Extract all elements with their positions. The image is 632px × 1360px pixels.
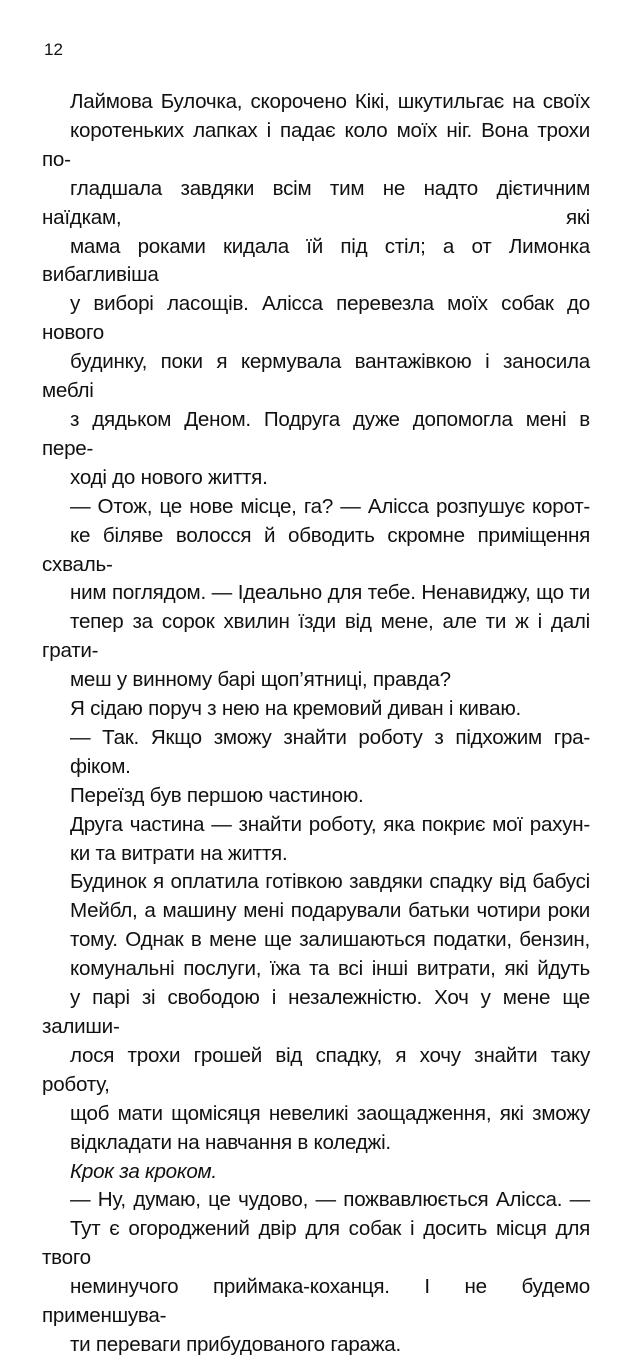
- text-line: Переїзд був першою частиною.: [70, 783, 364, 807]
- text-line: ході до нового життя.: [70, 465, 268, 489]
- text-line: будинку, поки я кермувала вантажівкою і заносила меблі: [42, 350, 590, 403]
- text-line: коротеньких лапках і падає коло моїх ніг. Вона трохи по-: [42, 118, 590, 171]
- text-line: меш у винному барі щоп’ятниці, правда?: [70, 668, 451, 692]
- text-line: лося трохи грошей від спадку, я хочу знайти таку роботу,: [42, 1043, 590, 1096]
- text-line: Я сідаю поруч з нею на кремовий диван і киваю.: [70, 697, 521, 721]
- text-line: фіком.: [70, 754, 131, 778]
- paragraph: [42, 811, 590, 869]
- text-line: комунальні послуги, їжа та всі інші витрати, які йдуть: [70, 957, 590, 981]
- paragraph: [42, 695, 590, 724]
- paragraph: [42, 868, 590, 1157]
- text-line: Мейбл, а машину мені подарували батьки чотири роки: [70, 899, 590, 923]
- text-line: Тут є огороджений двір для собак і досить місця для твого: [42, 1217, 590, 1270]
- text-line: — Так. Якщо зможу знайти роботу з підхожим гра-: [70, 725, 590, 749]
- text-line: Лаймова Булочка, скорочено Кікі, шкутильгає на своїх: [70, 90, 590, 113]
- text-line: тому. Однак в мене ще залишаються податки, бензин,: [70, 928, 590, 952]
- text-line: щоб мати щомісяця невеликі заощадження, які зможу: [70, 1101, 590, 1125]
- paragraph: [42, 1186, 590, 1359]
- text-line: тепер за сорок хвилин їзди від мене, але ти ж і далі грати-: [42, 610, 590, 663]
- text-line: ки та витрати на життя.: [70, 841, 288, 865]
- text-line: мама роками кидала їй під стіл; а от Лимонка вибагливіша: [42, 234, 590, 287]
- paragraph: [42, 724, 590, 782]
- text-line: у виборі ласощів. Алісса перевезла моїх собак до нового: [42, 292, 590, 345]
- text-line: — Ну, думаю, це чудово, — пожвавлюється Алісса. —: [70, 1188, 590, 1212]
- text-line: у парі зі свободою і незалежністю. Хоч у мене ще залиши-: [42, 986, 590, 1038]
- paragraph: [42, 782, 590, 811]
- text-line: відкладати на навчання в коледжі.: [70, 1130, 391, 1154]
- text-line: неминучого приймака-коханця. І не будемо применшува-: [42, 1275, 590, 1328]
- text-line: ти переваги прибудованого гаража.: [70, 1332, 401, 1356]
- text-line: ним поглядом. — Ідеально для тебе. Ненавиджу, що ти: [70, 581, 590, 605]
- paragraph: [42, 493, 590, 695]
- text-line: — Отож, це нове місце, га? — Алісса розпушує корот-: [70, 494, 590, 518]
- body-text: [42, 88, 590, 1360]
- page-number: 12: [44, 40, 63, 59]
- text-line: Друга частина — знайти роботу, яка покриє мої рахун-: [70, 812, 590, 836]
- text-line: Крок за кроком.: [70, 1159, 217, 1183]
- paragraph: [42, 88, 590, 493]
- paragraph-italic: [42, 1158, 590, 1187]
- text-line: Будинок я оплатила готівкою завдяки спадку від бабусі: [70, 870, 590, 894]
- text-line: гладшала завдяки всім тим не надто дієтичним наїдкам, які: [42, 176, 590, 229]
- text-line: з дядьком Деном. Подруга дуже допомогла мені в пере-: [42, 407, 590, 460]
- text-line: ке біляве волосся й обводить скромне приміщення схваль-: [42, 523, 590, 576]
